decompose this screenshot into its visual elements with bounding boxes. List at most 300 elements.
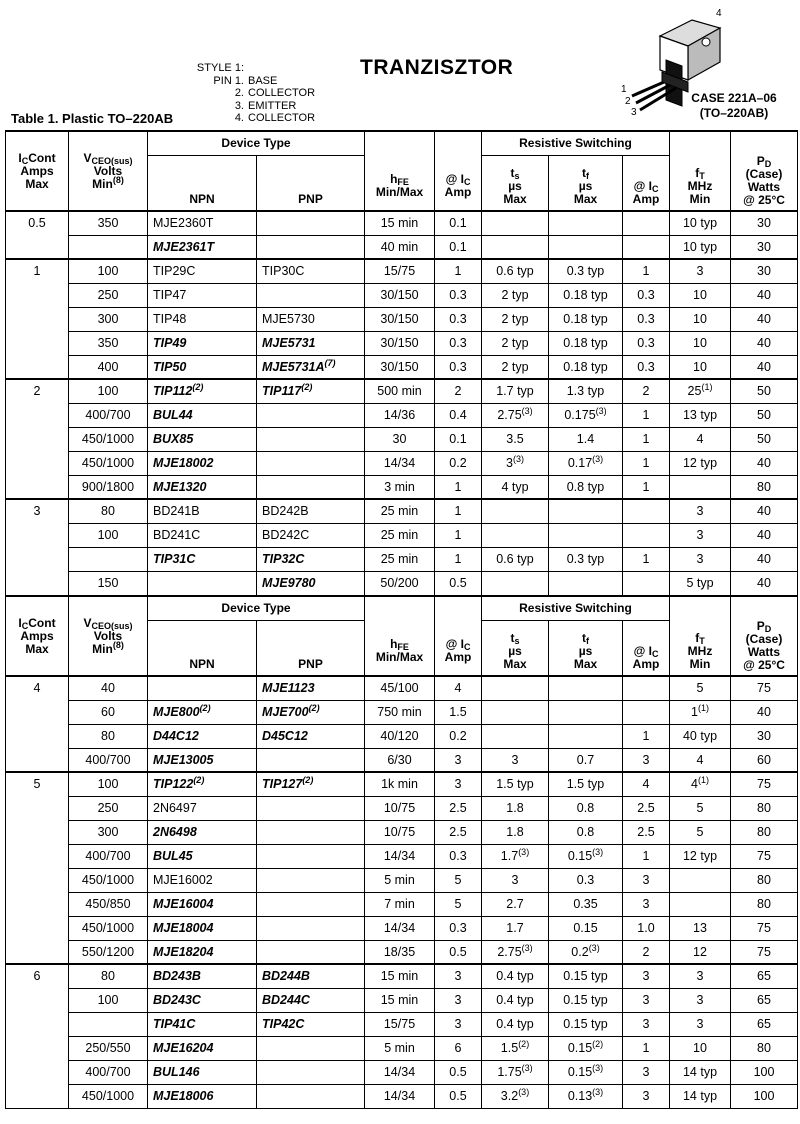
cell-pd-value: 40 bbox=[757, 552, 771, 566]
pin-value: BASE bbox=[248, 74, 278, 87]
cell-vceo-value: 80 bbox=[101, 504, 115, 519]
col-ts: $t_s$ µs Max bbox=[482, 155, 549, 211]
col-npn: NPN bbox=[148, 155, 257, 211]
cell-at-ic-value: 0.1 bbox=[449, 432, 467, 446]
cell-tf-value: 0.3 bbox=[576, 873, 595, 887]
cell-ts bbox=[482, 844, 549, 868]
cell-pnp-value: BD242B bbox=[262, 504, 309, 519]
cell-tf bbox=[549, 523, 623, 547]
cell-ft-value: 4 bbox=[696, 432, 704, 446]
ic-group bbox=[6, 772, 798, 964]
cell-tf bbox=[549, 547, 623, 571]
col-npn: NPN bbox=[148, 620, 257, 676]
cell-npn bbox=[148, 379, 257, 403]
cell-vceo bbox=[69, 868, 148, 892]
cell-vceo-value: 400/700 bbox=[85, 849, 131, 863]
cell-tf bbox=[549, 796, 623, 820]
cell-at-ic bbox=[435, 796, 482, 820]
cell-hfe bbox=[365, 451, 435, 475]
footnote-ref: (3) bbox=[521, 942, 533, 953]
cell-at-ic bbox=[435, 475, 482, 499]
cell-at-ic-value: 1 bbox=[454, 264, 462, 279]
cell-pd-value: 40 bbox=[757, 528, 771, 542]
cell-at-ic bbox=[435, 571, 482, 595]
cell-hfe bbox=[365, 820, 435, 844]
cell-vceo bbox=[69, 307, 148, 331]
col-hfe: $h_{FE}$ Min/Max bbox=[365, 131, 435, 211]
cell-at-ic-value: 3 bbox=[454, 993, 462, 1007]
cell-vceo bbox=[69, 940, 148, 964]
cell-pd bbox=[731, 988, 798, 1012]
cell-tf bbox=[549, 379, 623, 403]
cell-npn-value: MJE18006 bbox=[153, 1089, 214, 1103]
cell-pnp-value: MJE5731A bbox=[262, 359, 325, 374]
cell-sw-ic bbox=[623, 259, 670, 283]
cell-hfe-value: 5 min bbox=[384, 1041, 415, 1055]
cell-ft-value: 10 bbox=[693, 288, 707, 302]
col-sw-ic: @ $I_C$ Amp bbox=[623, 155, 670, 211]
cell-sw-ic bbox=[623, 892, 670, 916]
cell-npn bbox=[148, 892, 257, 916]
cell-at-ic bbox=[435, 916, 482, 940]
cell-ts bbox=[482, 940, 549, 964]
cell-ic-cont: 4 bbox=[6, 676, 69, 772]
cell-vceo-value: 400/700 bbox=[85, 752, 131, 767]
pin-value: EMITTER bbox=[248, 99, 297, 112]
cell-tf-value: 0.13 bbox=[567, 1089, 593, 1103]
cell-ts bbox=[482, 451, 549, 475]
cell-at-ic bbox=[435, 331, 482, 355]
cell-at-ic bbox=[435, 700, 482, 724]
cell-at-ic bbox=[435, 1084, 482, 1108]
cell-npn bbox=[148, 259, 257, 283]
cell-ft bbox=[670, 499, 731, 523]
cell-npn-value: BUL146 bbox=[153, 1065, 200, 1079]
table-row bbox=[6, 1036, 798, 1060]
cell-at-ic bbox=[435, 964, 482, 988]
cell-tf-value: 0.18 typ bbox=[563, 312, 608, 326]
pin-value: COLLECTOR bbox=[248, 112, 316, 124]
cell-vceo bbox=[69, 988, 148, 1012]
cell-ft bbox=[670, 724, 731, 748]
cell-pd-value: 40 bbox=[757, 359, 771, 374]
footnote-ref: (3) bbox=[592, 847, 604, 857]
cell-pd bbox=[731, 1060, 798, 1084]
footnote-ref: (3) bbox=[592, 1087, 604, 1097]
cell-vceo-value: 100 bbox=[97, 993, 119, 1007]
cell-ts bbox=[482, 403, 549, 427]
cell-pnp bbox=[257, 547, 365, 571]
cell-ft bbox=[670, 331, 731, 355]
footnote-ref: (2) bbox=[592, 1039, 604, 1049]
cell-hfe bbox=[365, 331, 435, 355]
cell-pd-value: 50 bbox=[757, 384, 771, 399]
cell-vceo-value: 450/1000 bbox=[81, 456, 135, 470]
footnote-ref: (3) bbox=[518, 847, 530, 857]
cell-ts bbox=[482, 868, 549, 892]
cell-vceo-value: 450/1000 bbox=[81, 873, 135, 887]
cell-ic-cont: 5 bbox=[6, 772, 69, 964]
footnote-ref: (3) bbox=[592, 454, 604, 464]
cell-vceo-value: 350 bbox=[97, 216, 119, 231]
cell-pnp bbox=[257, 676, 365, 700]
cell-ts-value: 1.75 bbox=[497, 1065, 522, 1079]
footnote-ref: (2) bbox=[308, 703, 320, 713]
cell-pd bbox=[731, 475, 798, 499]
table-row bbox=[6, 916, 798, 940]
table-row bbox=[6, 355, 798, 379]
cell-ts bbox=[482, 796, 549, 820]
cell-npn-value: 2N6497 bbox=[153, 801, 197, 815]
table-row bbox=[6, 451, 798, 475]
cell-pd bbox=[731, 427, 798, 451]
cell-ft bbox=[670, 211, 731, 235]
cell-at-ic bbox=[435, 523, 482, 547]
cell-hfe bbox=[365, 796, 435, 820]
cell-ic-cont: 0.5 bbox=[6, 211, 69, 259]
col-ic-cont: $I_CCont$ Amps Max bbox=[6, 131, 69, 211]
cell-ft-value: 3 bbox=[696, 1017, 704, 1031]
cell-ts-value: 3 bbox=[511, 873, 519, 887]
cell-ft-value: 13 typ bbox=[682, 408, 718, 422]
cell-npn-value: TIP31C bbox=[153, 552, 196, 566]
cell-pd-value: 40 bbox=[757, 576, 771, 590]
cell-tf-value: 0.8 bbox=[576, 825, 595, 839]
cell-pd-value: 50 bbox=[757, 432, 771, 446]
cell-sw-ic-value: 1 bbox=[642, 552, 650, 566]
cell-tf-value: 0.15 bbox=[573, 921, 598, 935]
cell-sw-ic-value: 2 bbox=[642, 944, 650, 959]
cell-ts bbox=[482, 964, 549, 988]
cell-hfe-value: 14/34 bbox=[383, 921, 416, 935]
cell-hfe bbox=[365, 916, 435, 940]
pin-value: COLLECTOR bbox=[248, 87, 316, 99]
style-label: STYLE 1: bbox=[196, 62, 244, 74]
cell-at-ic-value: 0.4 bbox=[449, 408, 467, 422]
pin-label: 4 bbox=[716, 8, 722, 19]
table-caption: Table 1. Plastic TO–220AB bbox=[11, 111, 174, 126]
cell-pnp bbox=[257, 331, 365, 355]
cell-vceo bbox=[69, 892, 148, 916]
cell-ts bbox=[482, 748, 549, 772]
cell-npn bbox=[148, 940, 257, 964]
cell-tf-value: 0.7 bbox=[576, 752, 595, 767]
cell-hfe bbox=[365, 940, 435, 964]
cell-vceo bbox=[69, 820, 148, 844]
cell-pnp bbox=[257, 355, 365, 379]
pin-label: 1 bbox=[621, 84, 627, 95]
cell-sw-ic bbox=[623, 1084, 670, 1108]
cell-npn bbox=[148, 820, 257, 844]
cell-ft-value: 5 typ bbox=[686, 576, 714, 590]
cell-npn-value: TIP47 bbox=[153, 288, 187, 302]
cell-pd bbox=[731, 916, 798, 940]
cell-pd-value: 30 bbox=[757, 239, 771, 254]
pinout-legend bbox=[196, 62, 315, 125]
cell-ft bbox=[670, 964, 731, 988]
cell-npn bbox=[148, 700, 257, 724]
cell-ft-value: 14 typ bbox=[682, 1065, 718, 1079]
cell-ts-value: 1.5 typ bbox=[496, 777, 534, 792]
cell-vceo bbox=[69, 796, 148, 820]
ic-group bbox=[6, 676, 798, 772]
cell-npn-value: BUL45 bbox=[153, 849, 193, 863]
cell-tf-value: 1.3 typ bbox=[566, 384, 605, 399]
cell-ft bbox=[670, 1036, 731, 1060]
cell-hfe-value: 10/75 bbox=[383, 801, 416, 815]
cell-pnp-value: TIP30C bbox=[262, 264, 305, 279]
cell-tf bbox=[549, 283, 623, 307]
cell-at-ic-value: 5 bbox=[454, 897, 462, 911]
cell-sw-ic bbox=[623, 355, 670, 379]
cell-sw-ic-value: 3 bbox=[642, 1089, 650, 1103]
cell-sw-ic-value: 0.3 bbox=[637, 336, 655, 350]
cell-at-ic bbox=[435, 307, 482, 331]
cell-tf bbox=[549, 235, 623, 259]
cell-npn-value: MJE13005 bbox=[153, 752, 214, 767]
cell-vceo-value: 250 bbox=[97, 288, 119, 302]
cell-sw-ic-value: 1 bbox=[642, 1041, 650, 1055]
col-pd: $P_D$ (Case) Watts @ 25°C bbox=[731, 131, 798, 211]
cell-tf bbox=[549, 475, 623, 499]
cell-ft bbox=[670, 796, 731, 820]
cell-sw-ic bbox=[623, 235, 670, 259]
cell-vceo bbox=[69, 1084, 148, 1108]
cell-ic-cont: 6 bbox=[6, 964, 69, 1108]
cell-at-ic-value: 0.5 bbox=[449, 576, 467, 590]
cell-at-ic bbox=[435, 451, 482, 475]
table-row bbox=[6, 892, 798, 916]
cell-tf-value: 0.15 bbox=[567, 1065, 593, 1079]
cell-at-ic-value: 1.5 bbox=[449, 705, 467, 719]
cell-hfe bbox=[365, 1012, 435, 1036]
cell-ft-value: 3 bbox=[696, 504, 704, 519]
cell-vceo bbox=[69, 748, 148, 772]
cell-npn bbox=[148, 868, 257, 892]
cell-vceo-value: 300 bbox=[97, 312, 119, 326]
cell-at-ic bbox=[435, 379, 482, 403]
cell-ts bbox=[482, 772, 549, 796]
cell-sw-ic-value: 3 bbox=[642, 969, 650, 984]
cell-ts bbox=[482, 724, 549, 748]
cell-tf bbox=[549, 700, 623, 724]
footnote-ref: (3) bbox=[595, 406, 607, 416]
cell-at-ic bbox=[435, 427, 482, 451]
cell-at-ic bbox=[435, 211, 482, 235]
table-row bbox=[6, 964, 798, 988]
cell-pd-value: 75 bbox=[757, 921, 771, 935]
cell-pnp bbox=[257, 403, 365, 427]
cell-pnp-value: MJE9780 bbox=[262, 576, 316, 590]
cell-pnp bbox=[257, 451, 365, 475]
cell-npn-value: MJE1320 bbox=[153, 479, 207, 494]
cell-sw-ic bbox=[623, 820, 670, 844]
cell-pnp bbox=[257, 1060, 365, 1084]
cell-ft-value: 10 bbox=[693, 336, 707, 350]
cell-npn-value: BUL44 bbox=[153, 408, 193, 422]
cell-sw-ic bbox=[623, 700, 670, 724]
cell-at-ic bbox=[435, 772, 482, 796]
cell-at-ic-value: 0.3 bbox=[449, 921, 467, 935]
footnote-ref: (1) bbox=[697, 775, 709, 786]
cell-sw-ic bbox=[623, 547, 670, 571]
cell-at-ic-value: 0.3 bbox=[449, 359, 467, 374]
cell-hfe-value: 14/34 bbox=[383, 1065, 416, 1079]
cell-pd-value: 40 bbox=[757, 705, 771, 719]
cell-hfe-value: 30/150 bbox=[380, 312, 419, 326]
table-row bbox=[6, 307, 798, 331]
cell-hfe bbox=[365, 700, 435, 724]
cell-sw-ic-value: 4 bbox=[642, 777, 650, 792]
col-at-ic: @ $I_C$ Amp bbox=[435, 131, 482, 211]
ic-group bbox=[6, 259, 798, 379]
cell-ts bbox=[482, 499, 549, 523]
cell-sw-ic bbox=[623, 211, 670, 235]
cell-hfe-value: 30 bbox=[392, 432, 407, 446]
cell-vceo-value: 40 bbox=[101, 681, 115, 696]
cell-ts bbox=[482, 259, 549, 283]
cell-pd-value: 100 bbox=[753, 1089, 775, 1103]
cell-hfe bbox=[365, 1084, 435, 1108]
cell-npn bbox=[148, 547, 257, 571]
cell-vceo-value: 900/1800 bbox=[81, 479, 135, 494]
cell-ts bbox=[482, 571, 549, 595]
table-row bbox=[6, 283, 798, 307]
cell-hfe bbox=[365, 724, 435, 748]
cell-hfe bbox=[365, 748, 435, 772]
cell-ft-value: 3 bbox=[696, 264, 704, 279]
cell-vceo bbox=[69, 1012, 148, 1036]
cell-at-ic bbox=[435, 235, 482, 259]
cell-ft bbox=[670, 355, 731, 379]
cell-sw-ic bbox=[623, 1036, 670, 1060]
col-at-ic: @ $I_C$ Amp bbox=[435, 596, 482, 676]
cell-tf-value: 0.8 typ bbox=[566, 479, 605, 494]
cell-hfe bbox=[365, 892, 435, 916]
cell-ft-value: 40 typ bbox=[682, 729, 718, 743]
footnote-ref: (1) bbox=[701, 382, 713, 393]
cell-vceo-value: 80 bbox=[101, 969, 115, 984]
table-row bbox=[6, 988, 798, 1012]
cell-tf-value: 0.175 bbox=[564, 408, 596, 422]
cell-ft-value: 3 bbox=[696, 528, 704, 542]
cell-sw-ic bbox=[623, 988, 670, 1012]
cell-tf-value: 0.18 typ bbox=[563, 336, 608, 350]
cell-pnp bbox=[257, 1084, 365, 1108]
cell-pnp bbox=[257, 571, 365, 595]
cell-at-ic bbox=[435, 1036, 482, 1060]
cell-npn bbox=[148, 988, 257, 1012]
cell-npn-value: BD241C bbox=[153, 528, 201, 542]
cell-ts-value: 1.8 bbox=[506, 825, 524, 839]
cell-hfe bbox=[365, 1036, 435, 1060]
table-row bbox=[6, 772, 798, 796]
cell-tf bbox=[549, 331, 623, 355]
cell-pd bbox=[731, 571, 798, 595]
cell-vceo-value: 400 bbox=[97, 359, 119, 374]
cell-npn bbox=[148, 475, 257, 499]
cell-tf-value: 0.18 typ bbox=[563, 288, 608, 302]
cell-ft bbox=[670, 547, 731, 571]
cell-pnp bbox=[257, 379, 365, 403]
cell-sw-ic-value: 2 bbox=[642, 384, 650, 399]
cell-npn-value: MJE2360T bbox=[153, 216, 214, 231]
cell-ts bbox=[482, 307, 549, 331]
cell-sw-ic-value: 1 bbox=[642, 456, 650, 470]
table-row bbox=[6, 331, 798, 355]
cell-npn-value: MJE18004 bbox=[153, 921, 214, 935]
cell-npn-value: D44C12 bbox=[153, 729, 199, 743]
cell-pnp-value: MJE1123 bbox=[262, 681, 315, 696]
cell-tf bbox=[549, 571, 623, 595]
cell-npn bbox=[148, 235, 257, 259]
cell-sw-ic bbox=[623, 748, 670, 772]
cell-npn bbox=[148, 916, 257, 940]
cell-sw-ic-value: 3 bbox=[642, 1065, 650, 1079]
cell-ts bbox=[482, 1036, 549, 1060]
cell-ts-value: 1.5 bbox=[500, 1041, 519, 1055]
cell-hfe-value: 30/150 bbox=[380, 288, 419, 302]
col-hfe: $h_{FE}$ Min/Max bbox=[365, 596, 435, 676]
cell-at-ic-value: 0.1 bbox=[449, 239, 467, 254]
cell-pd bbox=[731, 259, 798, 283]
footnote-ref: (2) bbox=[193, 775, 205, 786]
cell-vceo-value: 550/1200 bbox=[81, 944, 135, 959]
cell-pnp-value: D45C12 bbox=[262, 729, 308, 743]
cell-ft bbox=[670, 916, 731, 940]
cell-hfe-value: 10/75 bbox=[383, 825, 416, 839]
cell-ts bbox=[482, 379, 549, 403]
cell-at-ic-value: 3 bbox=[454, 777, 462, 792]
col-pnp: PNP bbox=[257, 620, 365, 676]
pin-label: 3 bbox=[631, 107, 637, 118]
cell-npn-value: TIP112 bbox=[153, 384, 193, 399]
cell-pd-value: 40 bbox=[757, 288, 771, 302]
cell-pd bbox=[731, 796, 798, 820]
cell-at-ic bbox=[435, 355, 482, 379]
cell-ft-value: 12 typ bbox=[682, 456, 718, 470]
cell-pd bbox=[731, 403, 798, 427]
table-row bbox=[6, 844, 798, 868]
cell-sw-ic-value: 3 bbox=[642, 752, 650, 767]
col-pd: $P_D$ (Case) Watts @ 25°C bbox=[731, 596, 798, 676]
cell-ts-value: 3 bbox=[511, 752, 519, 767]
cell-pd-value: 80 bbox=[757, 1041, 771, 1055]
cell-ft bbox=[670, 1084, 731, 1108]
footnote-ref: (1) bbox=[697, 703, 709, 713]
cell-pnp-value: BD244C bbox=[262, 993, 310, 1007]
cell-at-ic-value: 4 bbox=[454, 681, 462, 696]
cell-hfe bbox=[365, 403, 435, 427]
cell-ts bbox=[482, 355, 549, 379]
cell-pnp-value: TIP32C bbox=[262, 552, 305, 566]
cell-ft bbox=[670, 892, 731, 916]
cell-hfe-value: 14/34 bbox=[383, 1089, 416, 1103]
cell-tf bbox=[549, 427, 623, 451]
cell-tf bbox=[549, 748, 623, 772]
cell-tf bbox=[549, 403, 623, 427]
cell-vceo-value: 350 bbox=[97, 336, 119, 350]
cell-hfe-value: 7 min bbox=[384, 897, 415, 911]
cell-ft-value: 3 bbox=[696, 552, 704, 566]
cell-ft bbox=[670, 571, 731, 595]
cell-vceo bbox=[69, 475, 148, 499]
cell-vceo bbox=[69, 724, 148, 748]
cell-at-ic-value: 6 bbox=[454, 1041, 462, 1055]
cell-ft bbox=[670, 700, 731, 724]
cell-ts bbox=[482, 331, 549, 355]
cell-ts bbox=[482, 211, 549, 235]
